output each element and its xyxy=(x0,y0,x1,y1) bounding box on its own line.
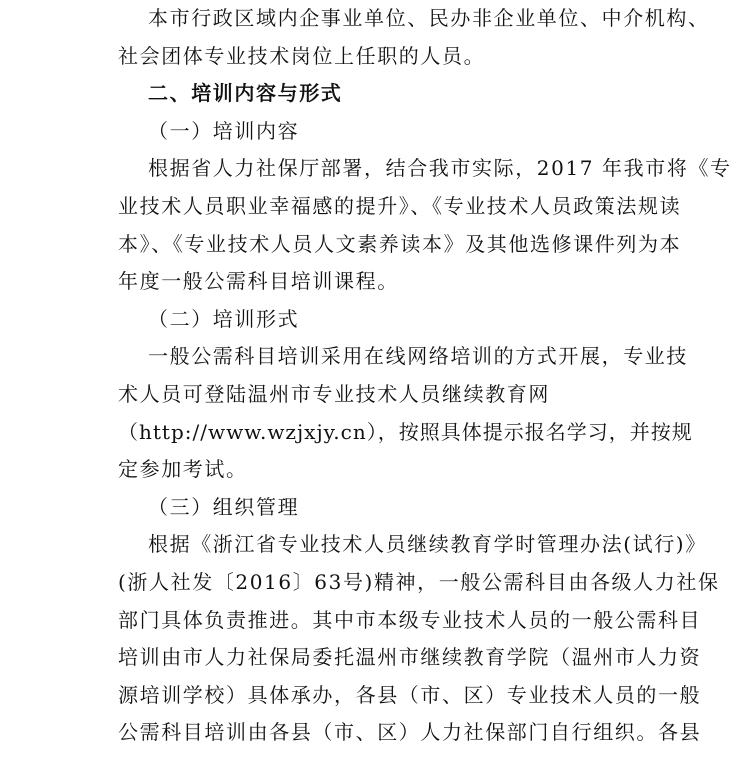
subsection-heading-1: （一）培训内容 xyxy=(148,118,300,143)
text-line-5: 根据省人力社保厅部署，结合我市实际，2017 年我市将《专 xyxy=(148,156,732,181)
text-line-7: 本》、《专业技术人员人文素养读本》及其他选修课件列为本 xyxy=(118,231,682,256)
text-line-1: 本市行政区域内企事业单位、民办非企业单位、中介机构、 xyxy=(148,6,710,30)
subsection-heading-3: （三）组织管理 xyxy=(148,494,300,519)
text-line-16: (浙人社发〔2016〕63号)精神，一般公需科目由各级人力社保 xyxy=(118,570,720,594)
text-line-17: 部门具体负责推进。其中市本级专业技术人员的一般公需科目 xyxy=(118,607,702,632)
text-line-2: 社会团体专业技术岗位上任职的人员。 xyxy=(118,43,486,68)
text-line-19: 源培训学校）具体承办，各县（市、区）专业技术人员的一般 xyxy=(118,682,702,707)
text-line-15: 根据《浙江省专业技术人员继续教育学时管理办法(试行)》 xyxy=(148,532,707,557)
text-line-13: 定参加考试。 xyxy=(118,457,248,482)
text-line-8: 年度一般公需科目培训课程。 xyxy=(118,269,399,294)
text-line-12: （http://www.wzjxjy.cn），按照具体提示报名学习，并按规 xyxy=(118,419,693,444)
subsection-heading-2: （二）培训形式 xyxy=(148,306,300,331)
text-line-10: 一般公需科目培训采用在线网络培训的方式开展，专业技 xyxy=(148,344,688,369)
text-line-11: 术人员可登陆温州市专业技术人员继续教育网 xyxy=(118,382,550,406)
text-line-6: 业技术人员职业幸福感的提升》、《专业技术人员政策法规读 xyxy=(118,194,682,218)
text-line-20: 公需科目培训由各县（市、区）人力社保部门自行组织。各县 xyxy=(118,720,702,745)
text-line-18: 培训由市人力社保局委托温州市继续教育学院（温州市人力资 xyxy=(118,645,702,670)
section-heading-2: 二、培训内容与形式 xyxy=(148,81,343,106)
